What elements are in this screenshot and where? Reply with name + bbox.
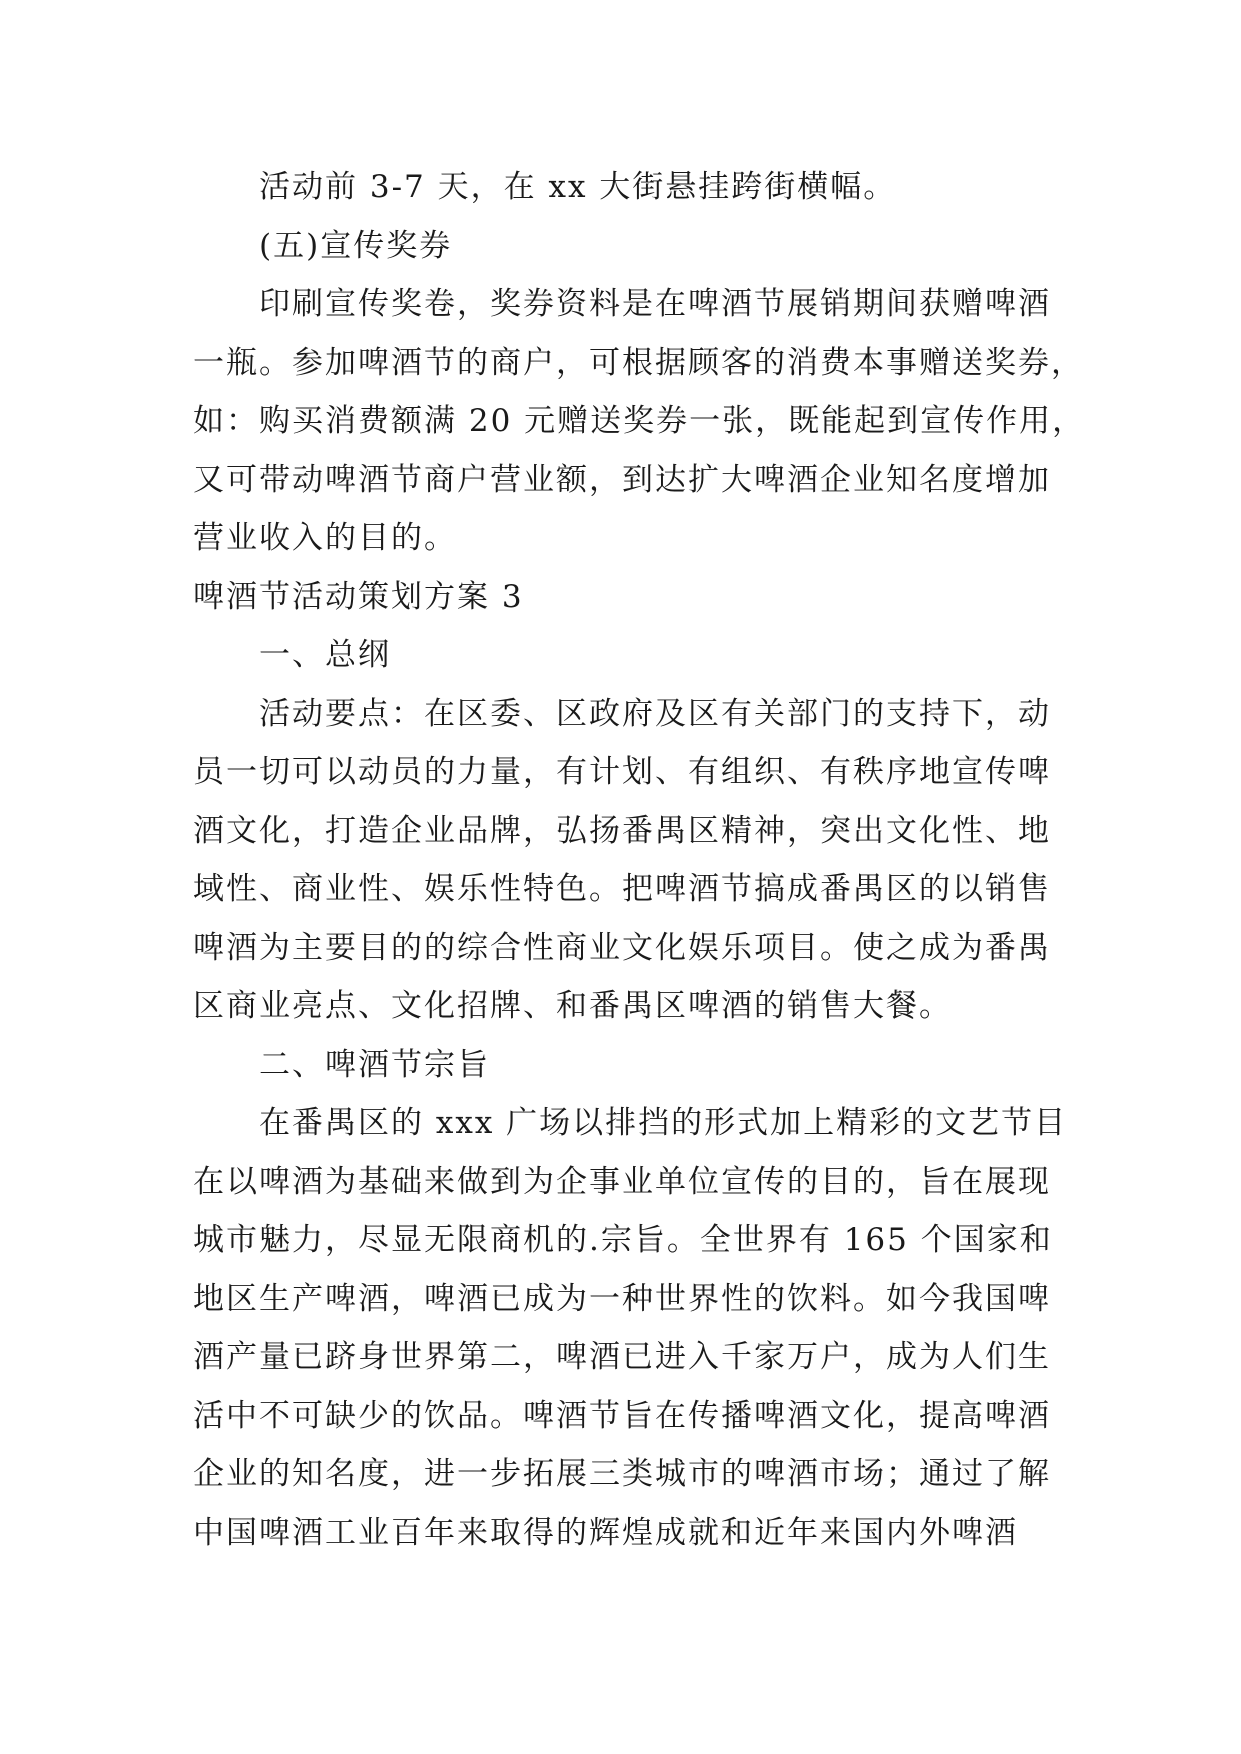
section-heading: 一、总纲 [259, 637, 391, 673]
paragraph-line: 又可带动啤酒节商户营业额，到达扩大啤酒企业知名度增加 [193, 461, 1051, 498]
paragraph-line: 印刷宣传奖卷，奖券资料是在啤酒节展销期间获赠啤酒 [259, 286, 1051, 322]
paragraph-line: 酒文化，打造企业品牌，弘扬番禺区精神，突出文化性、地 [193, 812, 1051, 849]
paragraph-line: 一瓶。参加啤酒节的商户，可根据顾客的消费本事赠送奖券， [193, 344, 1084, 381]
paragraph-line: 地区生产啤酒，啤酒已成为一种世界性的饮料。如今我国啤 [193, 1280, 1051, 1317]
paragraph-line: 营业收入的目的。 [193, 520, 457, 556]
paragraph-line: 在番禺区的 xxx 广场以排挡的形式加上精彩的文艺节目 [259, 1105, 1068, 1141]
paragraph-line: 活中不可缺少的饮品。啤酒节旨在传播啤酒文化，提高啤酒 [193, 1397, 1051, 1434]
paragraph-line: 域性、商业性、娱乐性特色。把啤酒节搞成番禺区的以销售 [193, 871, 1051, 907]
section-heading: (五)宣传奖券 [259, 227, 453, 264]
paragraph-line: 酒产量已跻身世界第二，啤酒已进入千家万户，成为人们生 [193, 1339, 1051, 1375]
paragraph-line: 啤酒为主要目的的综合性商业文化娱乐项目。使之成为番禺 [193, 929, 1051, 966]
document-title: 啤酒节活动策划方案 3 [193, 578, 524, 615]
paragraph-line: 活动要点：在区委、区政府及区有关部门的支持下，动 [259, 695, 1051, 732]
paragraph-line: 区商业亮点、文化招牌、和番禺区啤酒的销售大餐。 [193, 988, 952, 1024]
paragraph-line: 企业的知名度，进一步拓展三类城市的啤酒市场；通过了解 [193, 1456, 1051, 1492]
paragraph-line: 如：购买消费额满 20 元赠送奖券一张，既能起到宣传作用， [193, 403, 1086, 439]
document-body [193, 158, 1086, 1562]
paragraph-line: 员一切可以动员的力量，有计划、有组织、有秩序地宣传啤 [193, 754, 1051, 790]
paragraph-line: 在以啤酒为基础来做到为企事业单位宣传的目的，旨在展现 [193, 1163, 1051, 1200]
paragraph-line: 中国啤酒工业百年来取得的辉煌成就和近年来国内外啤酒 [193, 1514, 1018, 1551]
section-heading: 二、啤酒节宗旨 [259, 1046, 490, 1083]
paragraph-line: 城市魅力，尽显无限商机的.宗旨。全世界有 165 个国家和 [193, 1222, 1053, 1258]
paragraph-line: 活动前 3-7 天，在 xx 大街悬挂跨街横幅。 [259, 169, 897, 205]
